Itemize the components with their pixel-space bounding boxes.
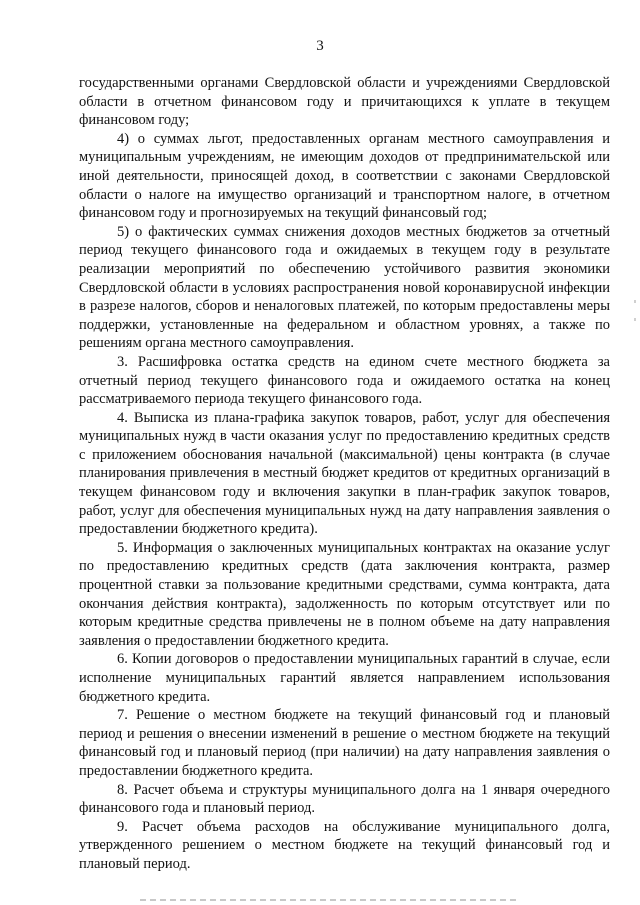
paragraph-3-rasshifrovka-ostatka: 3. Расшифровка остатка средств на едином счете местного бюджета за отчетный период текущего финансового года и ожидаемого остатка на конец рассматриваемого периода текущего финансового года. — [79, 353, 610, 408]
scan-margin-dot — [634, 300, 636, 303]
paragraph-7-reshenie-o-byudzhete: 7. Решение о местном бюджете на текущий финансовый год и плановый период и решения о внесении изменений в решение о местном бюджете на текущий финансовый год и плановый период (при наличии) на дату направления заявления о предоставлении бюджетного кредита. — [79, 707, 610, 779]
document-body — [79, 74, 610, 874]
page-number: 3 — [316, 38, 324, 54]
paragraph-continuation: государственными органами Свердловской области и учреждениями Свердловской области в отчетном финансовом году и причитающихся к уплате в текущем финансовом году; — [79, 75, 610, 129]
scan-margin-dot — [634, 318, 636, 321]
paragraph-5-informatsiya-kontrakty: 5. Информация о заключенных муниципальных контрактах на оказание услуг по предоставлению кредитных средств (дата заключения контракта, размер процентной ставки за пользование кредитными средствами, сумма контракта, дата окончания действия контракта), задолженность по которым отсутствует или по которым кредитные средства привлечены не в полном объеме на дату направления заявления о предоставлении бюджетного кредита. — [79, 539, 610, 649]
paragraph-item-5-snizhenie-dohodov: 5) о фактических суммах снижения доходов местных бюджетов за отчетный период текущего финансового года и ожидаемых в текущем году в результате реализации мероприятий по обеспечению устойчивого развития экономики Свердловской области в условиях распространения новой коронавирусной инфекции в разрезе налогов, сборов и неналоговых платежей, по которым предоставлены меры поддержки, установленные на федеральном и областном уровнях, а также по решениям органа местного самоуправления. — [79, 223, 610, 352]
paragraph-8-raschet-dolga: 8. Расчет объема и структуры муниципального долга на 1 января очередного финансового года и плановый период. — [79, 781, 610, 817]
paragraph-item-4-lgoty: 4) о суммах льгот, предоставленных органам местного самоуправления и муниципальным учреждениям, не имеющим доходов от предпринимательской или иной деятельности, приносящей доход, в соответствии с законами Свердловской области о налоге на имущество организаций и транспортном налоге, в отчетном финансовом году и прогнозируемых на текущий финансовый год; — [79, 130, 610, 222]
paragraph-9-raschet-raskhodov: 9. Расчет объема расходов на обслуживание муниципального долга, утвержденного решением о местном бюджете на текущий финансовый год и плановый период. — [79, 818, 610, 872]
paragraph-6-kopii-dogovorov: 6. Копии договоров о предоставлении муниципальных гарантий в случае, если исполнение муниципальных гарантий является направлением использования бюджетного кредита. — [79, 651, 610, 705]
paragraph-4-vypiska-plan-grafika: 4. Выписка из плана-графика закупок товаров, работ, услуг для обеспечения муниципальных нужд в части оказания услуг по предоставлению кредитных средств с приложением обоснования начальной (максимальной) цены контракта (в случае планирования привлечения в местный бюджет кредитов от кредитных организаций в текущем финансовом году и включения закупки в план-график закупок товаров, работ, услуг для обеспечения муниципальных нужд на дату направления заявления о предоставлении бюджетного кредита). — [79, 409, 610, 538]
scan-bottom-edge — [140, 899, 520, 901]
